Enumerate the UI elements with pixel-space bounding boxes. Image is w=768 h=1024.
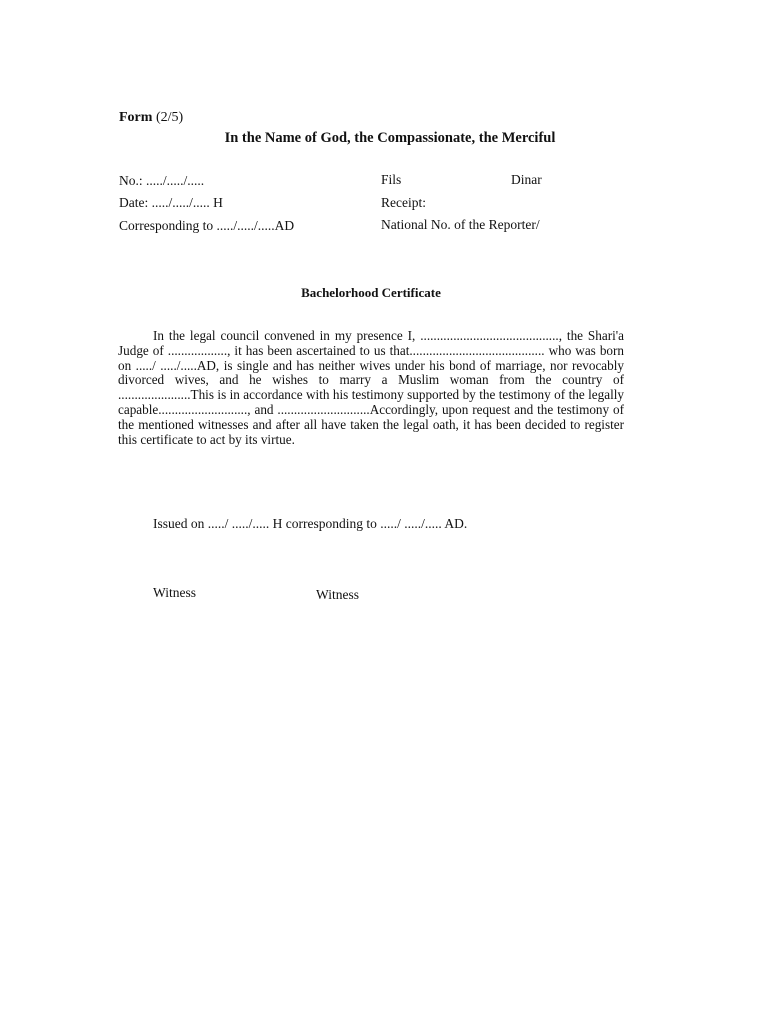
certificate-title: Bachelorhood Certificate — [301, 285, 441, 300]
form-identifier — [119, 110, 183, 126]
receipt-label: Receipt: — [381, 195, 426, 210]
gregorian-date: Corresponding to ...../...../.....AD — [119, 218, 295, 233]
invocation-heading: In the Name of God, the Compassionate, the Merciful — [224, 130, 556, 146]
certificate-body-text: In the legal council convened in my presence I, .........................................., the Shari'a Judge of .................., it has been ascertained to us that......................................... who was born on ...../ ...../.....AD, is single and has neither wives under his bond of marriage, nor revocably divorced wives, and he wishes to marry a Muslim woman from the country of ......................This is in accordance with his testimony supported by the testimony of the legally capable..........................., and ............................Accordingly, upon request and the testimony of the mentioned witnesses and after all have taken the legal oath, it has been decided to register this certificate to act by its virtue. — [118, 328, 624, 447]
fee-fils-label: Fils — [381, 172, 402, 187]
issued-line: Issued on ...../ ...../..... H corresponding to ...../ ...../..... AD. — [153, 516, 468, 531]
witness-signature-1: Witness — [153, 585, 196, 600]
form-number: (2/5) — [155, 110, 184, 125]
national-number-label: National No. of the Reporter/ — [381, 217, 540, 232]
certificate-body — [118, 329, 624, 447]
reference-number: No.: ...../...../..... — [119, 173, 205, 188]
witness-signature-2: Witness — [316, 587, 359, 602]
fee-dinar-label: Dinar — [511, 172, 542, 187]
form-label: Form — [119, 110, 153, 125]
hijri-date: Date: ...../...../..... H — [119, 195, 223, 210]
